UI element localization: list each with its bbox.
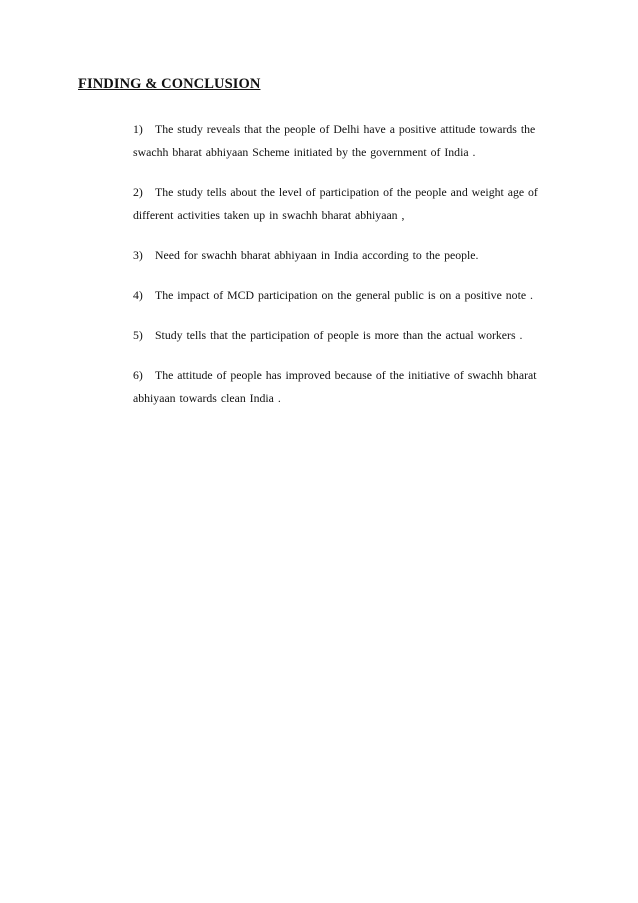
finding-item: [133, 244, 563, 267]
item-text: Need for swachh bharat abhiyaan in India according to the people.: [155, 248, 479, 262]
finding-item: [133, 284, 563, 307]
finding-item: [133, 324, 563, 347]
page-heading: FINDING & CONCLUSION: [78, 76, 261, 92]
item-number: 6): [133, 368, 143, 382]
findings-list: [133, 118, 563, 427]
item-number: 3): [133, 248, 143, 262]
item-number: 4): [133, 288, 143, 302]
item-text: Study tells that the participation of people is more than the actual workers .: [155, 328, 523, 342]
item-text: The attitude of people has improved because of the initiative of swachh bharat abhiyaan towards clean India .: [133, 368, 537, 405]
item-number: 2): [133, 185, 143, 199]
item-number: 1): [133, 122, 143, 136]
item-text: The study tells about the level of participation of the people and weight age of different activities taken up in swachh bharat abhiyaan ,: [133, 185, 538, 222]
finding-item: [133, 118, 563, 164]
item-text: The impact of MCD participation on the general public is on a positive note .: [155, 288, 533, 302]
item-number: 5): [133, 328, 143, 342]
finding-item: [133, 364, 563, 410]
finding-item: [133, 181, 563, 227]
item-text: The study reveals that the people of Delhi have a positive attitude towards the swachh bharat abhiyaan Scheme initiated by the government of India .: [133, 122, 536, 159]
